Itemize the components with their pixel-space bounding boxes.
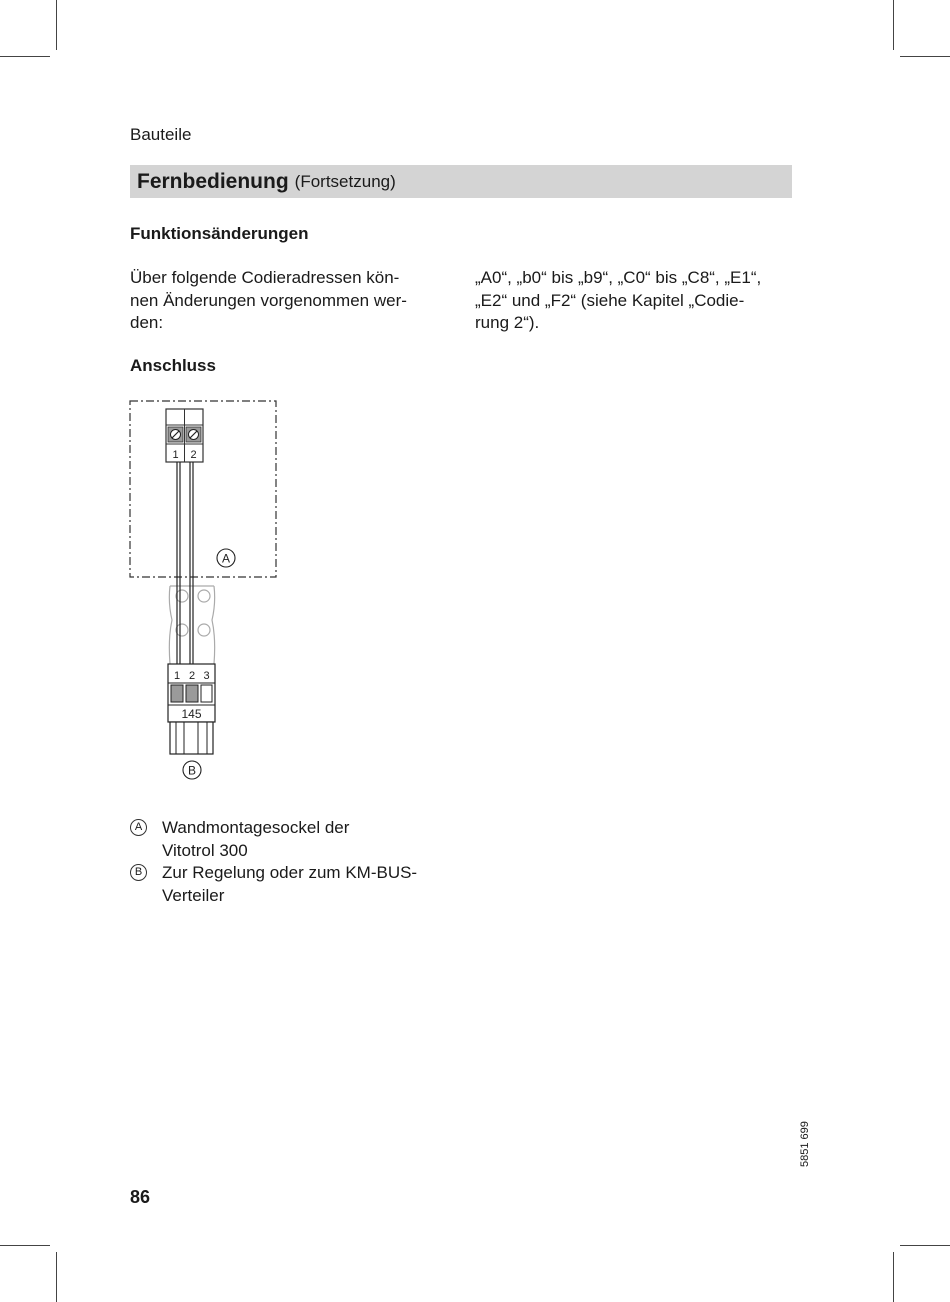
marker-a xyxy=(217,549,235,567)
heading-funktionsaenderungen: Funktionsänderungen xyxy=(130,224,309,243)
heading-anschluss: Anschluss xyxy=(130,356,216,375)
marker-b-icon: B xyxy=(130,864,147,881)
legend-text: Zur Regelung oder zum KM-BUS- xyxy=(162,863,418,882)
bottom-terminal-label: 3 xyxy=(203,670,210,682)
paragraph-line: „A0“, „b0“ bis „b9“, „C0“ bis „C8“, „E1“, xyxy=(475,268,762,287)
legend-text: Verteiler xyxy=(162,885,225,905)
plug-145 xyxy=(168,664,215,754)
svg-text:B: B xyxy=(187,763,197,778)
marker-b xyxy=(183,761,201,779)
top-terminal-label: 1 xyxy=(172,449,179,461)
title-bar xyxy=(130,165,792,198)
section-label: Bauteile xyxy=(130,125,192,144)
page-number: 86 xyxy=(130,1187,151,1207)
legend-text: Vitotrol 300 xyxy=(162,840,248,860)
crop-mark xyxy=(0,56,50,57)
plug-label: 145 xyxy=(181,707,202,721)
wiring-diagram xyxy=(128,398,288,788)
top-terminal-label: 2 xyxy=(190,449,197,461)
paragraph-line: den: xyxy=(130,313,164,332)
crop-mark xyxy=(893,1252,894,1302)
crop-mark xyxy=(56,1252,57,1302)
document-number: 5851 699 xyxy=(799,1121,811,1167)
crop-mark xyxy=(0,1245,50,1246)
paragraph-line: nen Änderungen vorgenommen wer- xyxy=(130,290,407,310)
crop-mark xyxy=(893,0,894,50)
wire-pair xyxy=(177,462,193,670)
paragraph-left xyxy=(130,267,450,335)
paragraph-line: Über folgende Codieradressen kön- xyxy=(130,268,400,287)
page-title: Fernbedienung xyxy=(137,169,289,193)
mounting-bracket xyxy=(169,586,214,664)
crop-mark xyxy=(56,0,57,50)
legend-item-b xyxy=(130,862,417,907)
bottom-terminal-label: 1 xyxy=(173,670,181,682)
svg-text:A: A xyxy=(221,551,231,566)
paragraph-line: „E2“ und „F2“ (siehe Kapitel „Codie- xyxy=(475,290,745,310)
paragraph-right xyxy=(475,267,795,335)
page-subtitle: (Fortsetzung) xyxy=(294,171,396,191)
bottom-terminal-label: 2 xyxy=(188,670,196,682)
marker-a-icon: A xyxy=(130,819,147,836)
top-terminal-block xyxy=(166,409,203,462)
paragraph-line: rung 2“). xyxy=(475,313,540,332)
legend-item-a xyxy=(130,817,417,862)
legend xyxy=(130,817,417,907)
crop-mark xyxy=(900,56,950,57)
crop-mark xyxy=(900,1245,950,1246)
legend-text: Wandmontagesockel der xyxy=(162,818,350,837)
